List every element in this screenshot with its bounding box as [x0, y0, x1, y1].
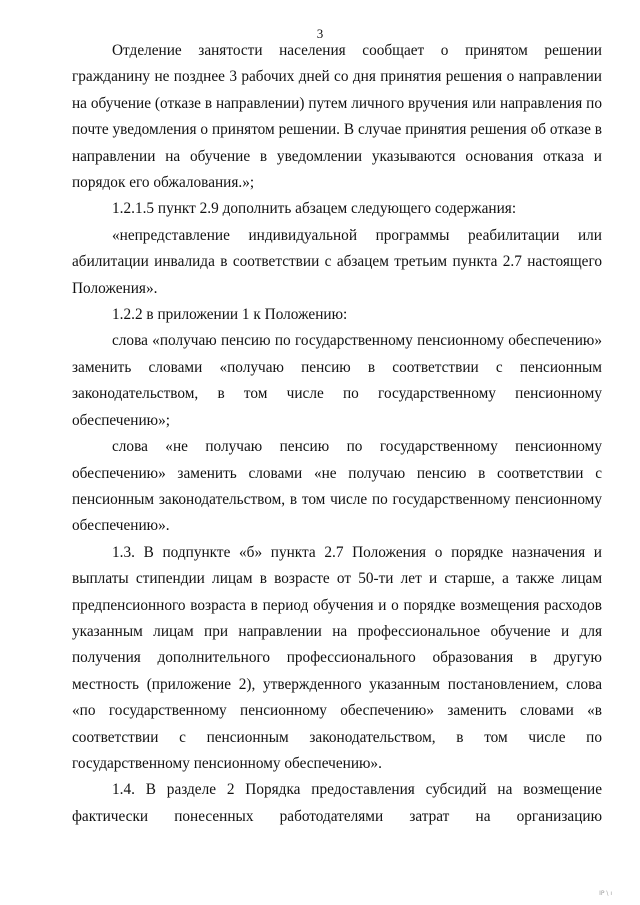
paragraph-1-2-2: 1.2.2 в приложении 1 к Положению: — [112, 306, 348, 324]
paragraph-words-receive-pension: слова «получаю пенсию по государственному пенсионному обеспечению» заменить словами «получаю пенсию в соответствии с пенсионным законодательством, в том числе по государственному пенсионному обеспечению»; — [72, 332, 602, 429]
paragraph-1-3: 1.3. В подпункте «б» пункта 2.7 Положения о порядке назначения и выплаты стипендии лицам в возрасте от 50-ти лет и старше, а также лицам предпенсионного возраста в период обучения и о порядке возмещения расходов указанным лицам при направлении на профессиональное обучение и для получения дополнительного профессионального образования в другую местность (приложение 2), утвержденного указанным постановлением, слова «по государственному пенсионному обеспечению» заменить словами «в соответствии с пенсионным законодательством, в том числе по государственному пенсионному обеспечению». — [72, 543, 602, 772]
footer-mark: IP \ ı — [599, 890, 612, 897]
paragraph-1-4: 1.4. В разделе 2 Порядка предоставления субсидий на возмещение фактически понесенных работодателями затрат на организацию — [72, 781, 602, 825]
paragraph-employment-notice: Отделение занятости населения сообщает о принятом решении гражданину не позднее 3 рабочих дней со дня принятия решения о направлении на обучение (отказе в направлении) путем личного вручения или направления по почте уведомления о принятом решении. В случае принятия решения об отказе в направлении на обучение в уведомлении указываются основания отказа и порядок его обжалования.»; — [72, 42, 602, 192]
page-number: 3 — [316, 26, 324, 41]
document-body — [72, 38, 602, 830]
paragraph-quote-rehabilitation: «непредставление индивидуальной программы реабилитации или абилитации инвалида в соответствии с абзацем третьим пункта 2.7 настоящего Положения». — [72, 226, 602, 297]
paragraph-words-not-receive-pension: слова «не получаю пенсию по государственному пенсионному обеспечению» заменить словами «не получаю пенсию в соответствии с пенсионным законодательством, в том числе по государственному пенсионному обеспечению». — [72, 438, 602, 535]
paragraph-1-2-1-5: 1.2.1.5 пункт 2.9 дополнить абзацем следующего содержания: — [112, 200, 517, 218]
